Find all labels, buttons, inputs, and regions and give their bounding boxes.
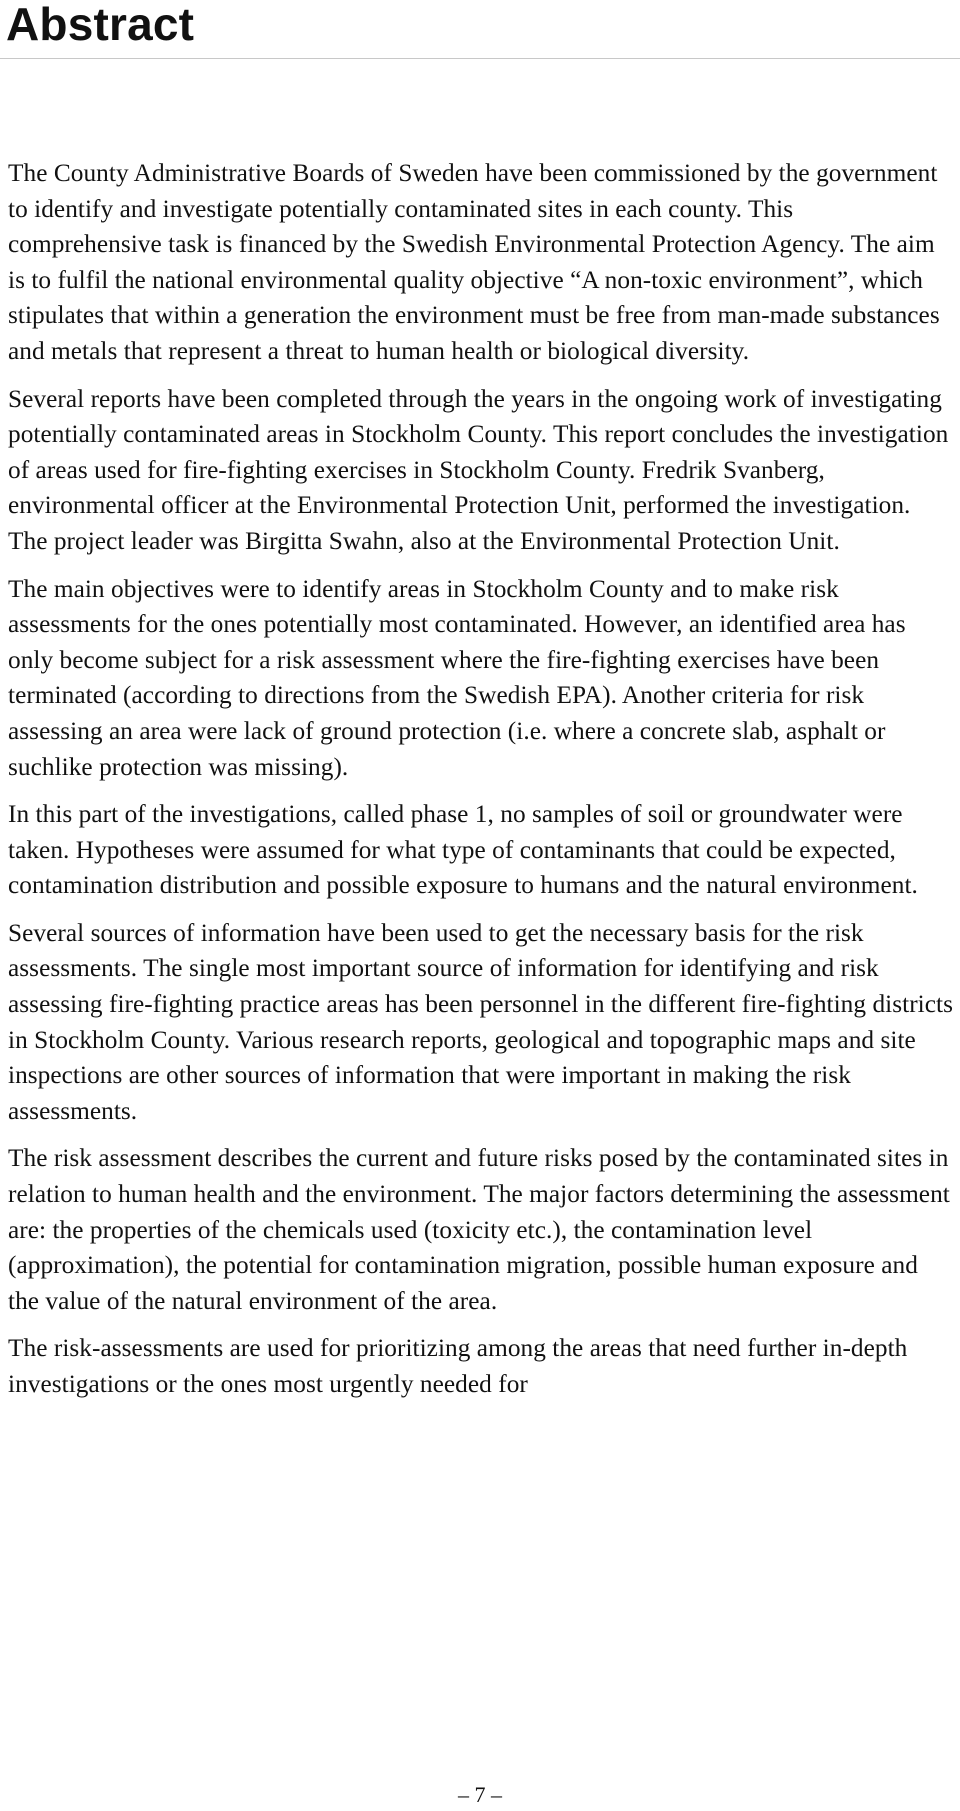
- page-title: Abstract: [6, 0, 195, 50]
- paragraph-1: The County Administrative Boards of Sweden have been commissioned by the government to identify and investigate potentially contaminated sites in each county. This comprehensive task is financed by the Swedish Environmental Protection Agency. The aim is to fulfil the national environmental quality objective “A non-toxic environment”, which stipulates that within a generation the environment must be free from man-made substances and metals that represent a threat to human health or biological diversity.: [8, 159, 940, 365]
- paragraph-6: The risk assessment describes the current and future risks posed by the contaminated sites in relation to human health and the environment. The major factors determining the assessment are: the properties of the chemicals used (toxicity etc.), the contamination level (approximation), the potential for contamination migration, possible human exposure and the value of the natural environment of the area.: [8, 1144, 950, 1315]
- paragraph-4: In this part of the investigations, called phase 1, no samples of soil or groundwater were taken. Hypotheses were assumed for what type of contaminants that could be expected, contamination distribution and possible exposure to humans and the natural environment.: [8, 800, 918, 900]
- paragraph-7: The risk-assessments are used for prioritizing among the areas that need further in-depth investigations or the ones most urgently needed for: [8, 1334, 908, 1398]
- paragraph-5: Several sources of information have been used to get the necessary basis for the risk assessments. The single most important source of information for identifying and risk assessing fire-fighting practice areas has been personnel in the different fire-fighting districts in Stockholm County. Various research reports, geological and topographic maps and site inspections are other sources of information that were important in making the risk assessments.: [8, 918, 954, 1125]
- abstract-body: [8, 156, 953, 1415]
- page-number: – 7 –: [458, 1782, 502, 1807]
- paragraph-3: The main objectives were to identify areas in Stockholm County and to make risk assessments for the ones potentially most contaminated. However, an identified area has only become subject for a risk assessment where the fire-fighting exercises have been terminated (according to directions from the Swedish EPA). Another criteria for risk assessing an area were lack of ground protection (i.e. where a concrete slab, asphalt or suchlike protection was missing).: [8, 574, 906, 781]
- heading-divider: [0, 58, 960, 59]
- paragraph-2: Several reports have been completed through the years in the ongoing work of investigating potentially contaminated areas in Stockholm County. This report concludes the investigation of areas used for fire-fighting exercises in Stockholm County. Fredrik Svanberg, environmental officer at the Environmental Protection Unit, performed the investigation. The project leader was Birgitta Swahn, also at the Environmental Protection Unit.: [8, 384, 949, 555]
